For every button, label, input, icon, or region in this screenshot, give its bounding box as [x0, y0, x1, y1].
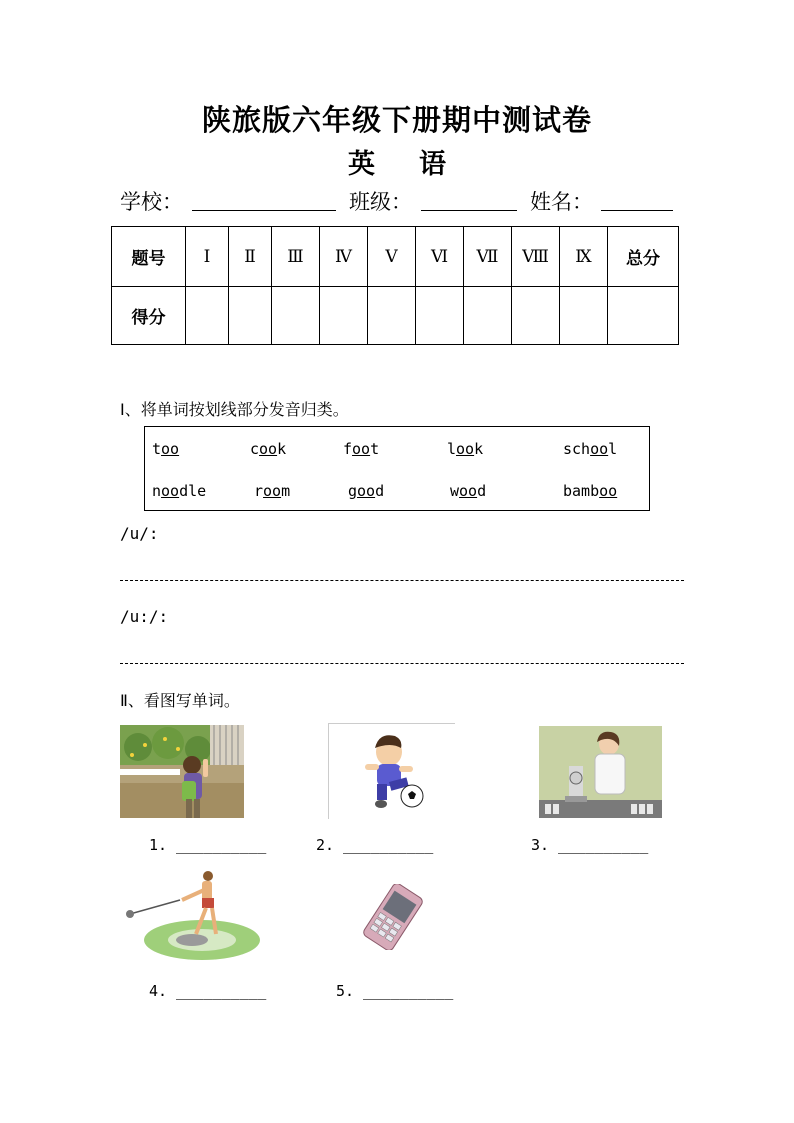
col-3: Ⅲ: [272, 227, 320, 287]
score-cell[interactable]: [368, 287, 416, 345]
word-item: cook: [250, 440, 287, 458]
word-item: foot: [343, 440, 380, 458]
word-item: room: [254, 482, 291, 500]
hammer-throw-illustration: [122, 866, 260, 962]
word-item: noodle: [152, 482, 207, 500]
picture-4: [122, 866, 260, 962]
col-2: Ⅱ: [229, 227, 272, 287]
picture-1: [120, 725, 244, 818]
score-table: [111, 226, 679, 345]
section-1-title: Ⅰ、将单词按划线部分发音归类。: [120, 400, 349, 419]
col-9: Ⅸ: [560, 227, 608, 287]
item-number-1: 1.: [149, 836, 168, 854]
picture-2: [328, 723, 455, 819]
item-number-3: 3.: [531, 836, 550, 854]
score-cell[interactable]: [229, 287, 272, 345]
word-item: bamboo: [563, 482, 618, 500]
short-u-label: /u/:: [120, 524, 159, 543]
score-cell[interactable]: [464, 287, 512, 345]
boy-garden-illustration: [120, 725, 244, 818]
score-cell[interactable]: [186, 287, 229, 345]
col-1: Ⅰ: [186, 227, 229, 287]
picture-3: [539, 726, 662, 818]
score-cell-total[interactable]: [608, 287, 679, 345]
answer-blank-3[interactable]: __________: [558, 836, 649, 854]
section-2-title: Ⅱ、看图写单词。: [120, 691, 240, 710]
col-4: Ⅳ: [320, 227, 368, 287]
mobile-phone-illustration: [350, 884, 436, 950]
score-cell[interactable]: [320, 287, 368, 345]
item-number-5: 5.: [336, 982, 355, 1000]
subject-char-2: 语: [419, 149, 446, 180]
word-item: good: [348, 482, 385, 500]
word-item: school: [563, 440, 618, 458]
school-field[interactable]: [192, 190, 336, 211]
score-cell[interactable]: [272, 287, 320, 345]
class-field[interactable]: [421, 190, 517, 211]
row-label-question: 题号: [112, 227, 186, 287]
football-boy-illustration: [329, 724, 455, 819]
subject-char-1: 英: [348, 149, 375, 180]
col-8: Ⅷ: [512, 227, 560, 287]
name-label: 姓名：: [530, 190, 593, 214]
page-title: 陕旅版六年级下册期中测试卷: [201, 103, 592, 137]
answer-blank-5[interactable]: __________: [363, 982, 454, 1000]
class-label: 班级：: [349, 190, 412, 214]
col-total: 总分: [608, 227, 679, 287]
word-item: too: [152, 440, 180, 458]
short-u-answer-line[interactable]: [120, 580, 684, 581]
answer-blank-4[interactable]: __________: [176, 982, 267, 1000]
picture-5: [350, 884, 436, 950]
subject-title: [0, 142, 794, 181]
score-cell[interactable]: [560, 287, 608, 345]
answer-blank-1[interactable]: __________: [176, 836, 267, 854]
scientist-illustration: [539, 726, 662, 818]
long-u-label: /u:/:: [120, 607, 169, 626]
col-7: Ⅶ: [464, 227, 512, 287]
score-cell[interactable]: [416, 287, 464, 345]
item-number-2: 2.: [316, 836, 335, 854]
item-number-4: 4.: [149, 982, 168, 1000]
col-5: Ⅴ: [368, 227, 416, 287]
col-6: Ⅵ: [416, 227, 464, 287]
word-item: wood: [450, 482, 487, 500]
score-cell[interactable]: [512, 287, 560, 345]
long-u-answer-line[interactable]: [120, 663, 684, 664]
school-label: 学校：: [120, 190, 183, 214]
answer-blank-2[interactable]: __________: [343, 836, 434, 854]
name-field[interactable]: [601, 190, 673, 211]
word-item: look: [447, 440, 484, 458]
row-label-score: 得分: [112, 287, 186, 345]
